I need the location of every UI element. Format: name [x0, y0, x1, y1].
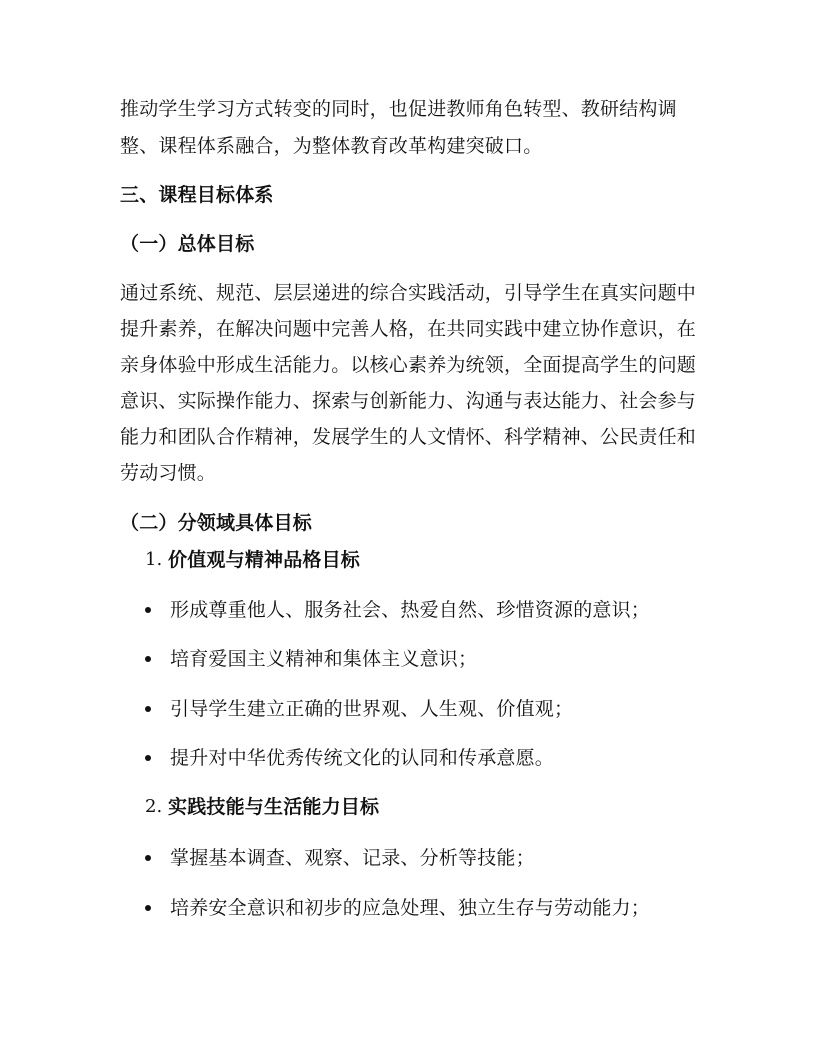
bullet-marker [145, 905, 151, 911]
overall-line-3: 亲身体验中形成生活能力。以核心素养为统领，全面提高学生的问题 [120, 354, 697, 376]
bullet-item: 培育爱国主义精神和集体主义意识； [170, 648, 478, 670]
intro-line-1: 推动学生学习方式转变的同时，也促进教师角色转型、教研结构调 [120, 98, 677, 120]
bullet-marker [145, 855, 151, 861]
overall-line-2: 提升素养，在解决问题中完善人格，在共同实践中建立协作意识，在 [120, 318, 697, 340]
bullet-marker [145, 755, 151, 761]
overall-line-6: 劳动习惯。 [120, 462, 217, 484]
overall-line-5: 能力和团队合作精神，发展学生的人文情怀、科学精神、公民责任和 [120, 426, 697, 448]
subsection-heading-domain: （二）分领域具体目标 [120, 512, 313, 534]
bullet-item: 引导学生建立正确的世界观、人生观、价值观； [170, 698, 574, 720]
item-title-1: 价值观与精神品格目标 [168, 549, 361, 571]
bullet-item: 提升对中华优秀传统文化的认同和传承意愿。 [170, 747, 555, 769]
bullet-marker [145, 656, 151, 662]
bullet-item: 培养安全意识和初步的应急处理、独立生存与劳动能力； [170, 897, 651, 919]
item-number-1: 1. [145, 549, 163, 570]
overall-line-4: 意识、实际操作能力、探索与创新能力、沟通与表达能力、社会参与 [120, 390, 697, 412]
bullet-item: 掌握基本调查、观察、记录、分析等技能； [170, 847, 535, 869]
item-number-2: 2. [145, 796, 163, 817]
bullet-marker [145, 607, 151, 613]
bullet-marker [145, 706, 151, 712]
item-title-2: 实践技能与生活能力目标 [168, 796, 380, 818]
intro-line-2: 整、课程体系融合，为整体教育改革构建突破口。 [120, 135, 543, 157]
bullet-item: 形成尊重他人、服务社会、热爱自然、珍惜资源的意识； [170, 599, 651, 621]
overall-line-1: 通过系统、规范、层层递进的综合实践活动，引导学生在真实问题中 [120, 282, 697, 304]
section-heading: 三、课程目标体系 [120, 184, 274, 206]
subsection-heading-overall: （一）总体目标 [120, 233, 255, 255]
